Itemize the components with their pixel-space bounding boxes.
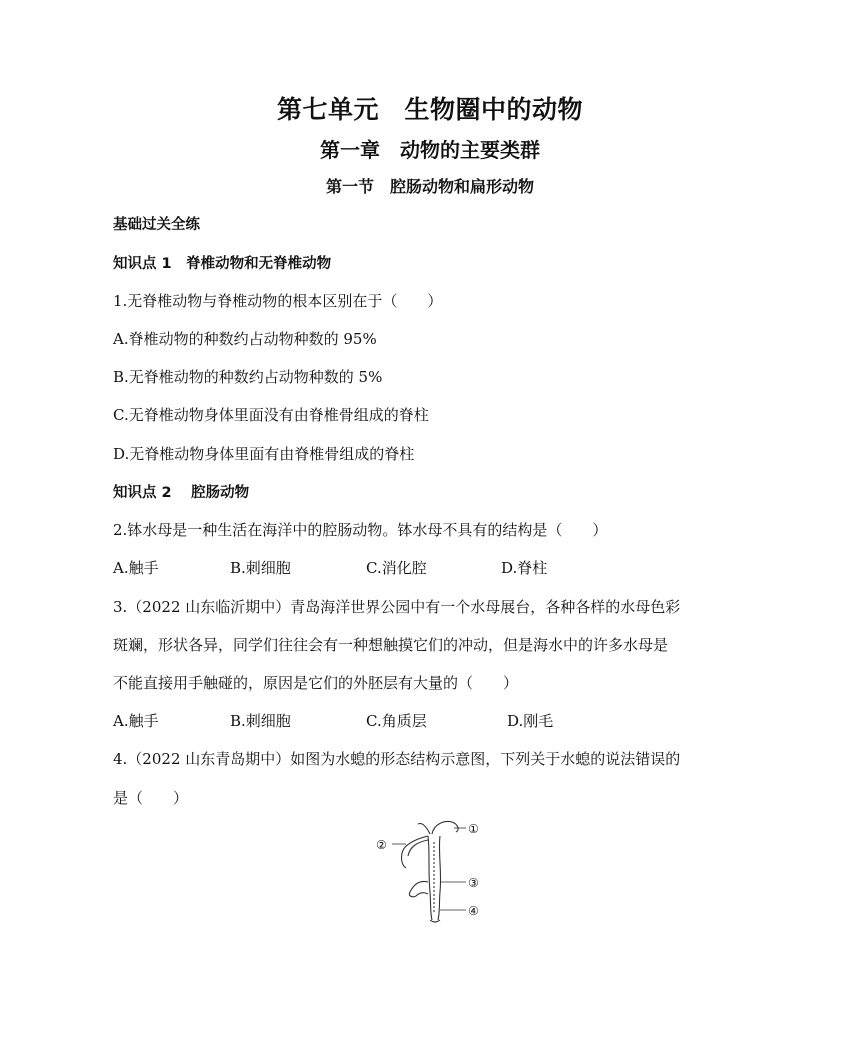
question-3-option-c: C.角质层 <box>366 712 427 730</box>
question-1-option-b: B.无脊椎动物的种数约占动物种数的 5% <box>113 368 383 386</box>
figure-label-1: ① <box>468 822 479 836</box>
question-1-option-a: A.脊椎动物的种数约占动物种数的 95% <box>113 330 377 348</box>
section-title: 第一节 腔肠动物和扁形动物 <box>325 177 534 196</box>
chapter-title: 第一章 动物的主要类群 <box>320 138 540 162</box>
question-2-option-b: B.刺细胞 <box>230 559 291 577</box>
figure-label-3: ③ <box>468 876 479 890</box>
question-2-stem: 2.钵水母是一种生活在海洋中的腔肠动物。钵水母不具有的结构是（ ） <box>113 521 608 539</box>
question-3-line-3: 不能直接用手触碰的，原因是它们的外胚层有大量的（ ） <box>113 674 519 692</box>
hydra-diagram <box>370 812 495 930</box>
question-3-option-b: B.刺细胞 <box>230 712 291 730</box>
question-3-option-a: A.触手 <box>113 712 159 730</box>
question-1-option-c: C.无脊椎动物身体里面没有由脊椎骨组成的脊柱 <box>113 406 429 424</box>
practice-heading: 基础过关全练 <box>113 217 200 233</box>
question-1-stem: 1.无脊椎动物与脊椎动物的根本区别在于（ ） <box>113 292 443 310</box>
question-2-option-d: D.脊柱 <box>501 559 548 577</box>
knowledge-point-2: 知识点 2 腔肠动物 <box>113 485 250 501</box>
hydra-body-drawing <box>402 822 459 923</box>
question-1-option-d: D.无脊椎动物身体里面有由脊椎骨组成的脊柱 <box>113 445 415 463</box>
question-3-line-1: 3.（2022 山东临沂期中）青岛海洋世界公园中有一个水母展台，各种各样的水母色彩 <box>113 598 681 616</box>
knowledge-point-1: 知识点 1 脊椎动物和无脊椎动物 <box>113 256 332 272</box>
question-2-option-c: C.消化腔 <box>366 559 427 577</box>
unit-title: 第七单元 生物圈中的动物 <box>276 95 583 124</box>
question-3-option-d: D.刚毛 <box>507 712 554 730</box>
hydra-diagram-svg <box>370 812 495 930</box>
figure-label-2: ② <box>376 838 387 852</box>
question-4-line-1: 4.（2022 山东青岛期中）如图为水螅的形态结构示意图，下列关于水螅的说法错误的 <box>113 750 681 768</box>
question-3-line-2: 斑斓，形状各异，同学们往往会有一种想触摸它们的冲动，但是海水中的许多水母是 <box>113 636 669 654</box>
question-4-line-2: 是（ ） <box>113 789 189 807</box>
question-2-option-a: A.触手 <box>113 559 159 577</box>
figure-label-4: ④ <box>468 904 479 918</box>
